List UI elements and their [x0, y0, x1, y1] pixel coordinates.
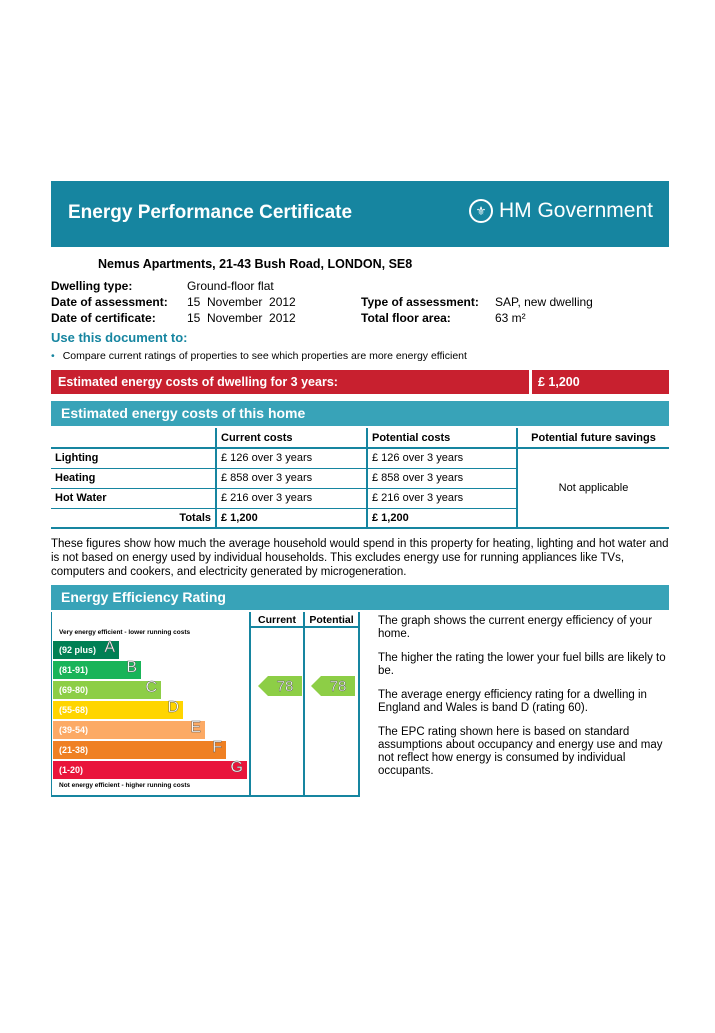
potential-rating-arrow [311, 676, 355, 696]
explanation-paragraph: The average energy efficiency rating for a dwelling in England and Wales is band D (rating 60). [378, 689, 647, 714]
potential-rating-value: 78 [329, 678, 347, 695]
row-label: Hot Water [51, 488, 216, 508]
page-title: Energy Performance Certificate [68, 202, 353, 223]
date-assessment-label: Date of assessment: [51, 295, 168, 309]
floor-area-value: 63 m² [495, 311, 526, 325]
current-rating-value: 78 [276, 678, 294, 695]
row-label: Lighting [51, 448, 216, 468]
row-current: £ 126 over 3 years [216, 448, 367, 468]
costs-note: These figures show how much the average household would spend in this property for heating, lighting and hot water and is not based on energy used by individual households. This excludes energy use for running appliances like TVs, computers and cookers, and electricity generated by microgeneration. [51, 538, 669, 578]
rating-band-g [53, 761, 247, 779]
rating-band-e [53, 721, 205, 739]
savings-value: Not applicable [517, 448, 669, 528]
band-letter: G [230, 759, 243, 776]
eer-chart [51, 612, 361, 798]
bottom-caption: Not energy efficient - higher running costs [59, 782, 191, 789]
band-letter: E [190, 719, 201, 736]
rating-band-f [53, 741, 226, 759]
use-document-bullet [51, 350, 467, 362]
rating-band-c [53, 681, 161, 699]
totals-label: Totals [51, 508, 216, 528]
row-label: Heating [51, 468, 216, 488]
explanation-paragraph: The higher the rating the lower your fuel bills are likely to be. [378, 652, 666, 677]
table-header-savings: Potential future savings [517, 428, 669, 448]
band-range: (81-91) [59, 665, 89, 675]
type-assessment-label: Type of assessment: [361, 295, 479, 309]
totals-potential: £ 1,200 [367, 508, 517, 528]
column-current-label: Current [258, 614, 296, 626]
rating-band-d [53, 701, 183, 719]
explanation-paragraph: The EPC rating shown here is based on standard assumptions about occupancy and energy use and may not reflect how energy is consumed by individual occupants. [378, 726, 663, 777]
band-letter: F [212, 739, 222, 756]
dwelling-type-label: Dwelling type: [51, 279, 133, 293]
band-range: (92 plus) [59, 645, 97, 655]
rating-band-a [53, 641, 119, 659]
costs-section-title: Estimated energy costs of this home [51, 401, 669, 426]
eer-section-title: Energy Efficiency Rating [51, 585, 669, 610]
band-range: (39-54) [59, 725, 89, 735]
eer-explanation [378, 615, 670, 789]
band-letter: B [126, 659, 137, 676]
date-assessment-value: 15 November 2012 [187, 295, 296, 309]
band-letter: A [104, 639, 115, 656]
table-row [51, 448, 669, 468]
totals-current: £ 1,200 [216, 508, 367, 528]
table-header [51, 428, 216, 448]
column-divider [303, 612, 305, 797]
date-certificate-label: Date of certificate: [51, 311, 156, 325]
royal-crest-icon: ⚜ [469, 199, 493, 223]
costs-table [51, 428, 669, 529]
use-document-title: Use this document to: [51, 330, 188, 345]
band-letter: C [145, 679, 157, 696]
header-divider [249, 626, 360, 628]
estimated-cost-value: £ 1,200 [532, 370, 669, 394]
date-certificate-value: 15 November 2012 [187, 311, 296, 325]
row-current: £ 216 over 3 years [216, 488, 367, 508]
bullet-icon: • [51, 350, 55, 362]
band-range: (21-38) [59, 745, 89, 755]
current-rating-arrow [258, 676, 302, 696]
row-potential: £ 858 over 3 years [367, 468, 517, 488]
column-divider [358, 612, 360, 797]
column-divider [249, 612, 251, 797]
band-range: (1-20) [59, 765, 84, 775]
row-potential: £ 126 over 3 years [367, 448, 517, 468]
table-header-current: Current costs [216, 428, 367, 448]
epc-header [51, 181, 669, 247]
floor-area-label: Total floor area: [361, 311, 451, 325]
gov-name: HM Government [498, 199, 653, 222]
band-range: (69-80) [59, 685, 89, 695]
property-address: Nemus Apartments, 21-43 Bush Road, LONDON, SE8 [98, 257, 413, 271]
dwelling-type-value: Ground-floor flat [187, 279, 274, 293]
bullet-text: Compare current ratings of properties to see which properties are more energy efficient [62, 350, 467, 362]
band-letter: D [167, 699, 179, 716]
band-range: (55-68) [59, 705, 89, 715]
rating-band-b [53, 661, 141, 679]
hm-government-logo [469, 199, 653, 223]
explanation-paragraph: The graph shows the current energy efficiency of your home. [378, 615, 653, 640]
estimated-cost-bar [51, 370, 669, 394]
type-assessment-value: SAP, new dwelling [495, 295, 593, 309]
row-current: £ 858 over 3 years [216, 468, 367, 488]
row-potential: £ 216 over 3 years [367, 488, 517, 508]
estimated-cost-label: Estimated energy costs of dwelling for 3 years: [51, 370, 529, 394]
table-header-potential: Potential costs [367, 428, 517, 448]
column-potential-label: Potential [309, 614, 354, 626]
top-caption: Very energy efficient - lower running costs [59, 629, 191, 636]
